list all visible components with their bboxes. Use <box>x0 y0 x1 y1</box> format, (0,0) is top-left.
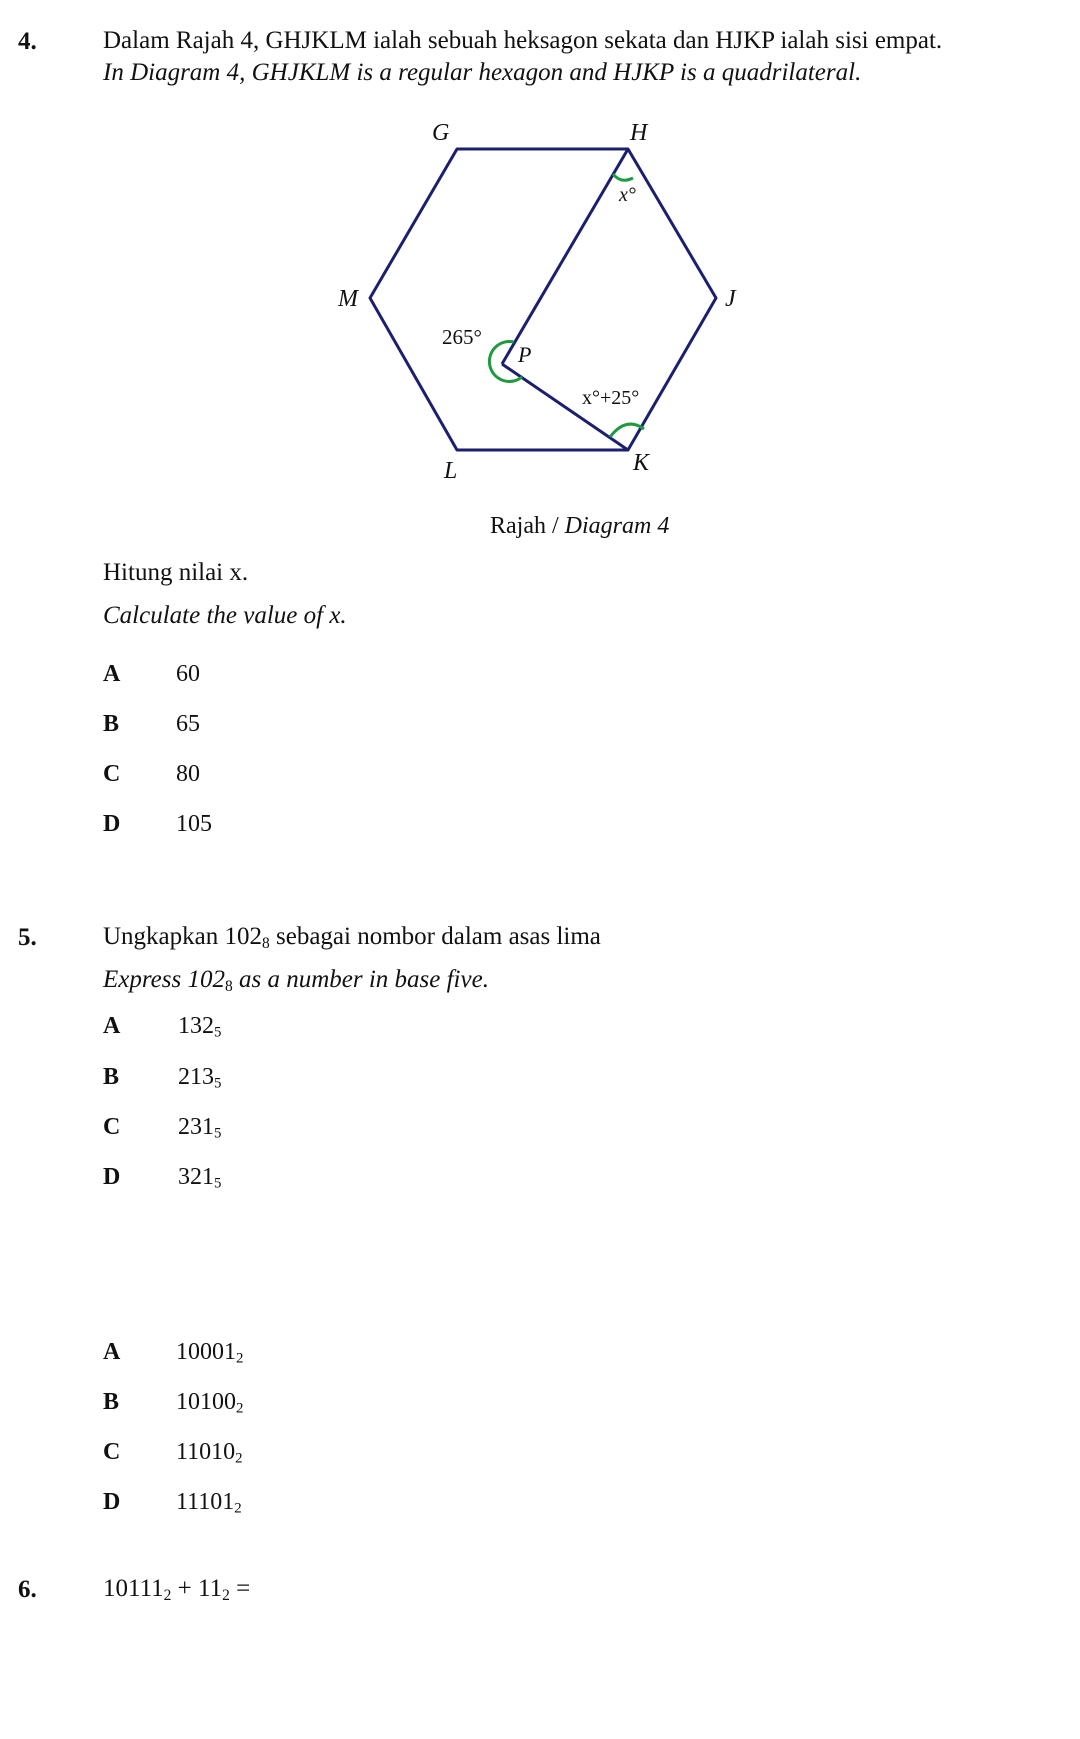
q4-option-c-letter[interactable]: C <box>103 761 121 787</box>
q6-option-b-value[interactable] <box>176 1389 243 1416</box>
q6-term2: 11 <box>198 1575 223 1602</box>
q5-d-number: 321 <box>178 1164 214 1190</box>
diagram-4-caption <box>490 513 669 540</box>
vertex-label-p: P <box>518 342 532 367</box>
vertex-label-h: H <box>630 120 648 146</box>
angle-label-h: x° <box>619 184 636 206</box>
question-5-english-text <box>103 965 489 995</box>
q5-b-base: 5 <box>214 1075 222 1092</box>
hexagon-ghjklm <box>370 149 716 450</box>
q5-option-c-letter[interactable]: C <box>103 1114 121 1140</box>
angle-label-k: x°+25° <box>582 387 640 409</box>
q6-option-c-letter[interactable]: C <box>103 1439 121 1465</box>
q6-term1: 10111 <box>103 1575 164 1602</box>
angle-label-p: 265° <box>442 325 482 349</box>
q6-equals: = <box>229 1575 251 1602</box>
question-5-number: 5. <box>18 924 37 951</box>
q5-option-b-letter[interactable]: B <box>103 1064 120 1090</box>
question-4-malay-text: Dalam Rajah 4, GHJKLM ialah sebuah heksagon sekata dan HJKP ialah sisi empat. <box>103 27 943 54</box>
q4-option-c-value[interactable]: 80 <box>176 761 200 787</box>
caption-malay: Rajah / <box>490 513 559 539</box>
q4-option-b-letter[interactable]: B <box>103 711 120 737</box>
question-4-number: 4. <box>18 28 37 55</box>
vertex-label-g: G <box>432 120 450 146</box>
q5-option-d-value[interactable] <box>178 1164 221 1191</box>
q5-a-number: 132 <box>178 1013 214 1039</box>
q5-malay-pre: Ungkapkan 102 <box>103 923 262 950</box>
q5-c-base: 5 <box>214 1125 222 1142</box>
q5-d-base: 5 <box>214 1175 222 1192</box>
q4-option-b-value[interactable]: 65 <box>176 711 200 737</box>
q6-option-d-letter[interactable]: D <box>103 1489 121 1515</box>
q5-b-number: 213 <box>178 1064 214 1090</box>
q6-a-number: 10001 <box>176 1339 236 1365</box>
q5-option-d-letter[interactable]: D <box>103 1164 121 1190</box>
question-4-prompt-malay: Hitung nilai x. <box>103 559 249 586</box>
vertex-label-k: K <box>633 450 650 476</box>
caption-english: Diagram 4 <box>564 513 670 539</box>
q5-malay-base: 8 <box>262 934 270 952</box>
vertex-label-m: M <box>338 286 358 312</box>
diagram-4-hexagon <box>320 110 760 500</box>
question-4-english-text: In Diagram 4, GHJKLM is a regular hexagon and HJKP is a quadrilateral. <box>103 59 862 86</box>
q5-malay-post: sebagai nombor dalam asas lima <box>269 923 601 950</box>
question-6-expression <box>103 1574 250 1604</box>
q4-option-d-letter[interactable]: D <box>103 811 121 837</box>
question-4-prompt-english: Calculate the value of x. <box>103 602 347 629</box>
vertex-label-j: J <box>725 286 736 312</box>
question-5-malay-text <box>103 922 601 952</box>
q6-option-c-value[interactable] <box>176 1439 243 1466</box>
q6-b-base: 2 <box>236 1400 244 1417</box>
q6-b-number: 10100 <box>176 1389 236 1415</box>
q5-option-b-value[interactable] <box>178 1064 221 1091</box>
q6-d-number: 11101 <box>176 1489 235 1515</box>
q6-operator: + <box>171 1575 199 1602</box>
q4-option-a-letter[interactable]: A <box>103 661 121 687</box>
q5-english-post: as a number in base five. <box>232 966 489 993</box>
q5-option-c-value[interactable] <box>178 1114 221 1141</box>
q5-option-a-letter[interactable]: A <box>103 1013 121 1039</box>
q6-base1: 2 <box>163 1586 172 1604</box>
q6-option-a-value[interactable] <box>176 1339 243 1366</box>
q6-option-a-letter[interactable]: A <box>103 1339 121 1365</box>
q6-c-base: 2 <box>235 1450 243 1467</box>
side-hp <box>502 149 628 364</box>
q4-option-a-value[interactable]: 60 <box>176 661 200 687</box>
q6-option-b-letter[interactable]: B <box>103 1389 120 1415</box>
q5-option-a-value[interactable] <box>178 1013 221 1040</box>
question-6-number: 6. <box>18 1576 37 1603</box>
q6-d-base: 2 <box>234 1500 242 1517</box>
q6-base2: 2 <box>222 1586 230 1604</box>
q5-english-pre: Express 102 <box>103 966 225 993</box>
q5-a-base: 5 <box>214 1024 222 1041</box>
q4-option-d-value[interactable]: 105 <box>176 811 212 837</box>
angle-arc-h <box>613 174 633 180</box>
q6-option-d-value[interactable] <box>176 1489 242 1516</box>
q5-c-number: 231 <box>178 1114 214 1140</box>
q6-c-number: 11010 <box>176 1439 236 1465</box>
vertex-label-l: L <box>444 458 458 484</box>
q5-english-base: 8 <box>224 977 233 995</box>
q6-a-base: 2 <box>236 1350 244 1367</box>
